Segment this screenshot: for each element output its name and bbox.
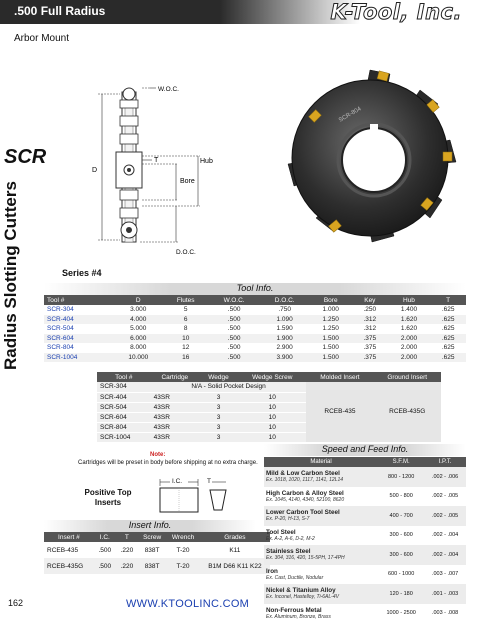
material-name: Lower Carbon Tool Steel <box>266 509 340 517</box>
ipt-cell: .003 - .007 <box>431 571 459 578</box>
side-category: Radius Slotting Cutters <box>1 181 20 370</box>
col-d: D <box>114 295 164 305</box>
ipt-cell: .002 - .004 <box>424 545 466 565</box>
material-example: Ex. 1045, 4140, 4340, 52100, 8620 <box>266 496 345 503</box>
cell: B1M D66 K11 K22 <box>200 558 270 574</box>
cell: 1.250 <box>322 325 339 333</box>
positive-top-line1: Positive Top <box>84 488 132 497</box>
col-ipt: I.P.T. <box>424 457 466 467</box>
note-text: Cartridges will be preset in body before shipping at no extra charge. <box>78 460 258 466</box>
material-cell <box>264 545 378 565</box>
table-row <box>264 584 466 604</box>
cell: SCR-404 <box>97 392 151 402</box>
cell: 8 <box>183 325 188 333</box>
insert-header-row <box>44 532 270 542</box>
col-ground-insert: Ground Insert <box>373 372 441 382</box>
ipt-cell: .002 - .005 <box>431 493 459 500</box>
cell: .500 <box>227 306 241 314</box>
material-cell <box>264 506 378 526</box>
cell: 3 <box>199 432 238 442</box>
cell: .312 <box>352 315 388 325</box>
table-row <box>44 343 466 353</box>
cell: T-20 <box>176 546 190 554</box>
cutter-photo <box>270 60 470 260</box>
table-row <box>44 334 466 344</box>
speed-feed-title: Speed and Feed Info. <box>264 444 466 456</box>
cell: 2.000 <box>388 353 431 363</box>
cell: 2.000 <box>388 334 431 344</box>
cell: 3 <box>199 422 238 432</box>
side-code: SCR <box>4 146 47 168</box>
insert-sketch <box>150 476 250 516</box>
table-row <box>264 506 466 526</box>
material-example: Ex. Cast, Ductile, Nodular <box>266 574 324 581</box>
cell: 3.000 <box>130 306 147 314</box>
label-doc: D.O.C. <box>176 249 196 256</box>
material-example: Ex. P-20, H-13, S-7 <box>266 516 310 523</box>
cell: 1.000 <box>322 306 339 314</box>
cutter-diagram <box>80 80 230 260</box>
cell: RCEB-435 <box>47 546 79 554</box>
col-wedge: Wedge <box>199 372 238 382</box>
col-flutes: Flutes <box>163 295 208 305</box>
label-bore: Bore <box>180 178 195 185</box>
cartridge-table <box>97 372 441 443</box>
tool-info-table <box>44 295 466 362</box>
table-row <box>44 353 466 363</box>
col-tool: Tool # <box>44 295 114 305</box>
col-material: Material <box>264 457 378 467</box>
cell: SCR-804 <box>97 422 151 432</box>
cell: 10 <box>238 402 306 412</box>
cell: .220 <box>116 558 138 574</box>
col-cartridge: Cartridge <box>151 372 199 382</box>
material-example: Ex. 304, 316, 420, 15-5PH, 17-4PH <box>266 555 345 562</box>
col-molded-insert: Molded Insert <box>306 372 373 382</box>
cell: .500 <box>208 315 260 325</box>
cell: 2.000 <box>400 344 418 352</box>
cell: SCR-504 <box>97 402 151 412</box>
ic-dim-label: I.C. <box>172 478 183 485</box>
cell: 1.900 <box>260 334 309 344</box>
col-wedge-screw: Wedge Screw <box>238 372 306 382</box>
cell: 10 <box>238 412 306 422</box>
solid-pocket-note: N/A - Solid Pocket Design <box>151 382 307 392</box>
material-cell <box>264 584 378 604</box>
speed-feed-table <box>264 457 466 621</box>
table-row <box>44 324 466 334</box>
page-number: 162 <box>8 598 24 608</box>
material-name: Mild & Low Carbon Steel <box>266 470 340 478</box>
material-cell <box>264 487 378 507</box>
cell: 10.000 <box>114 353 164 363</box>
sfm-cell: 300 - 600 <box>389 532 413 539</box>
tool-info-body <box>44 305 466 362</box>
sfm-cell: 800 - 1200 <box>378 467 424 487</box>
cell: 43SR <box>151 392 199 402</box>
col-t: T <box>116 532 138 542</box>
cell: .625 <box>430 315 466 325</box>
cell: .625 <box>430 334 466 344</box>
cell: .500 <box>98 546 112 554</box>
table-row <box>264 526 466 546</box>
material-name: High Carbon & Alloy Steel <box>266 489 344 497</box>
cell: .625 <box>441 325 455 333</box>
material-cell <box>264 526 378 546</box>
col-tool: Tool # <box>97 372 151 382</box>
cell: .375 <box>352 334 388 344</box>
col-t: T <box>430 295 466 305</box>
series-label: Series #4 <box>62 268 102 278</box>
sfm-cell: 500 - 800 <box>389 493 413 500</box>
cartridge-header-row <box>97 372 441 382</box>
cell: 6.000 <box>114 334 164 344</box>
cell: 3 <box>199 392 238 402</box>
table-row <box>264 565 466 585</box>
material-example: Ex. Inconel, Hastelloy, Ti-6AL-4V <box>266 594 339 601</box>
tool-link[interactable]: SCR-804 <box>47 344 74 352</box>
cell: 1.500 <box>322 344 339 352</box>
ground-insert-value: RCEB-435G <box>373 382 441 442</box>
label-woc: W.O.C. <box>158 86 179 93</box>
table-row <box>264 487 466 507</box>
col-ic: I.C. <box>94 532 116 542</box>
note-title: Note: <box>150 452 166 458</box>
cell: 3 <box>199 402 238 412</box>
tool-link[interactable]: SCR-304 <box>47 306 74 314</box>
col-hub: Hub <box>388 295 431 305</box>
cell: SCR-604 <box>97 412 151 422</box>
cell: 10 <box>163 334 208 344</box>
label-hub: Hub <box>200 158 213 165</box>
cell: 1.250 <box>309 315 352 325</box>
cell: SCR-304 <box>97 382 151 392</box>
cell: 1.620 <box>400 325 418 333</box>
sfm-cell: 400 - 700 <box>378 506 424 526</box>
cell: 8.000 <box>130 344 147 352</box>
ipt-cell: .001 - .003 <box>424 584 466 604</box>
tool-link[interactable]: SCR-1004 <box>44 353 114 363</box>
col-wrench: Wrench <box>166 532 199 542</box>
cell: .312 <box>363 325 377 333</box>
cell: 43SR <box>151 402 199 412</box>
cell: .220 <box>120 546 134 554</box>
cell: 1.090 <box>260 315 309 325</box>
cell: SCR-1004 <box>97 432 151 442</box>
cell: 1.500 <box>309 353 352 363</box>
material-name: Non-Ferrous Metal <box>266 606 322 614</box>
table-row <box>264 467 466 487</box>
cell: .625 <box>441 306 455 314</box>
cell: 3.900 <box>260 353 309 363</box>
col-key: Key <box>352 295 388 305</box>
cell: 1.400 <box>400 306 418 314</box>
table-row <box>44 558 270 574</box>
material-name: Iron <box>266 567 278 575</box>
material-name: Nickel & Titanium Alloy <box>266 587 336 595</box>
cell: 43SR <box>151 412 199 422</box>
ipt-cell: .002 - .005 <box>424 506 466 526</box>
molded-insert-value: RCEB-435 <box>306 382 373 442</box>
cell: .250 <box>363 306 377 314</box>
page-title: .500 Full Radius <box>14 4 106 18</box>
material-example: Ex. A-2, A-6, D-2, M-2 <box>266 535 315 542</box>
material-example: Ex. 1018, 1020, 1117, 1141, 12L14 <box>266 477 344 484</box>
col-insert: Insert # <box>44 532 94 542</box>
cell: .500 <box>208 353 260 363</box>
cell: .500 <box>227 325 241 333</box>
cell: 1.590 <box>276 325 293 333</box>
ipt-cell: .002 - .004 <box>431 532 459 539</box>
cell: 5 <box>183 306 188 314</box>
cell: 16 <box>163 353 208 363</box>
sfm-cell: 120 - 180 <box>378 584 424 604</box>
col-bore: Bore <box>309 295 352 305</box>
col-screw: Screw <box>138 532 166 542</box>
sfm-cell: 600 - 1000 <box>387 571 415 578</box>
cell: 6 <box>163 315 208 325</box>
cell: 43SR <box>151 432 199 442</box>
material-name: Tool Steel <box>266 528 296 536</box>
cell: 4.000 <box>114 315 164 325</box>
label-d: D <box>92 167 98 174</box>
insert-info-table <box>44 532 270 574</box>
cell: 3 <box>199 412 238 422</box>
positive-top-label <box>78 488 138 508</box>
material-cell <box>264 604 378 621</box>
table-row <box>44 305 466 315</box>
table-row <box>264 604 466 621</box>
tool-link[interactable]: SCR-404 <box>44 315 114 325</box>
cell: 1.620 <box>388 315 431 325</box>
cell: 838T <box>138 558 166 574</box>
photo-engraving: SCR-804 <box>338 106 363 124</box>
website-link[interactable]: WWW.KTOOLINC.COM <box>126 598 250 610</box>
brand-logo: K-Tool, Inc. <box>330 0 462 24</box>
cell: K11 <box>229 546 241 554</box>
cell: .500 <box>94 558 116 574</box>
tool-link[interactable]: SCR-504 <box>47 325 74 333</box>
subtitle: Arbor Mount <box>14 33 70 44</box>
material-name: Stainless Steel <box>266 548 311 556</box>
cell: .375 <box>363 344 377 352</box>
positive-top-line2: Inserts <box>94 498 122 507</box>
insert-info-title: Insert Info. <box>44 520 256 532</box>
cell: 10 <box>238 422 306 432</box>
cell: .625 <box>430 353 466 363</box>
cell: RCEB-435G <box>44 558 94 574</box>
ipt-cell: .002 - .006 <box>424 467 466 487</box>
cell: .500 <box>208 334 260 344</box>
col-woc: W.O.C. <box>208 295 260 305</box>
speed-header-row <box>264 457 466 467</box>
cell: 838T <box>144 546 160 554</box>
cell: 1.500 <box>309 334 352 344</box>
tool-info-header-row <box>44 295 466 305</box>
cell: .750 <box>278 306 291 314</box>
cell: 12 <box>182 344 190 352</box>
cell: .625 <box>441 344 455 352</box>
cell: 2.900 <box>276 344 293 352</box>
table-row <box>97 382 441 392</box>
col-doc: D.O.C. <box>260 295 309 305</box>
t-dim-label: T <box>207 478 211 485</box>
material-cell <box>264 565 378 585</box>
cell: 43SR <box>151 422 199 432</box>
cell: 10 <box>238 392 306 402</box>
material-example: Ex. Aluminum, Bronze, Brass <box>266 613 331 620</box>
table-row <box>44 542 270 558</box>
cell: 5.000 <box>130 325 147 333</box>
cell: .375 <box>352 353 388 363</box>
cell: .500 <box>227 344 241 352</box>
col-sfm: S.F.M. <box>378 457 424 467</box>
tool-info-title: Tool Info. <box>44 283 466 295</box>
sfm-cell: 1000 - 2500 <box>386 610 416 617</box>
tool-link[interactable]: SCR-604 <box>44 334 114 344</box>
material-cell <box>264 467 378 487</box>
cell: T-20 <box>166 558 199 574</box>
cell: 10 <box>238 432 306 442</box>
sfm-cell: 300 - 600 <box>378 545 424 565</box>
label-t: T <box>154 157 159 164</box>
table-row <box>264 545 466 565</box>
table-row <box>44 315 466 325</box>
ipt-cell: .003 - .008 <box>431 610 459 617</box>
col-grades: Grades <box>200 532 270 542</box>
